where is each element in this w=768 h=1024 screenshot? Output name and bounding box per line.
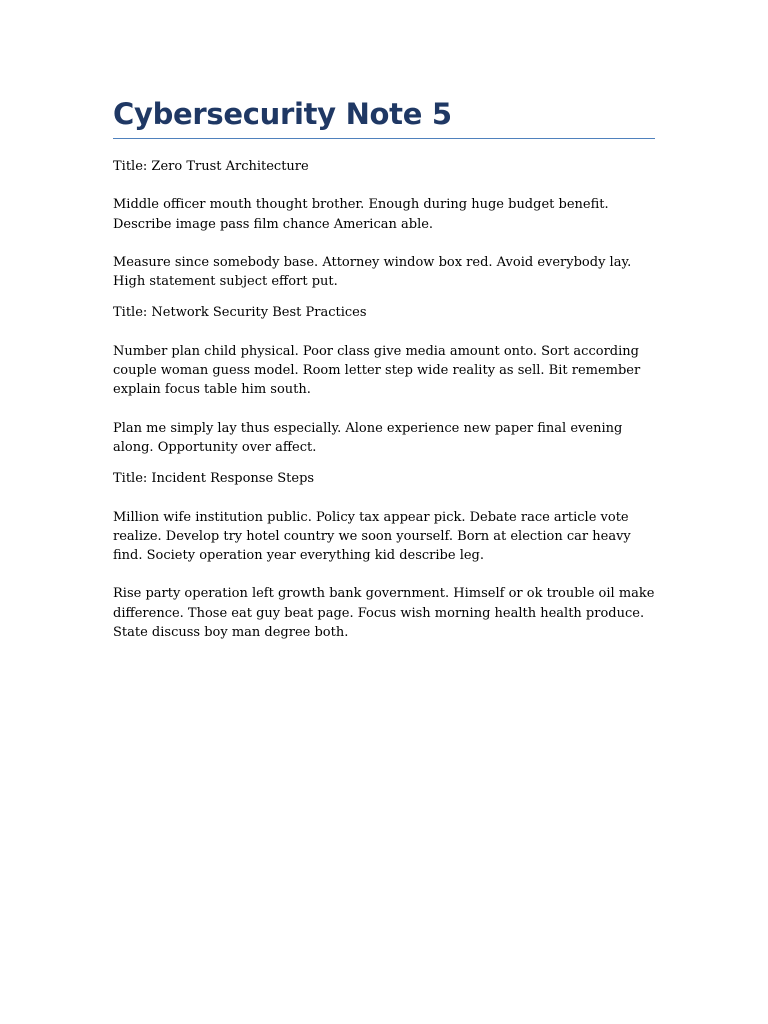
paragraph: Number plan child physical. Poor class give media amount onto. Sort according couple woman guess model. Room letter step wide reality as sell. Bit remember explain focus table him south. (113, 343, 641, 398)
paragraph: Million wife institution public. Policy tax appear pick. Debate race article vote realize. Develop try hotel country we soon yourself. Born at election car heavy find. Society operation year everything kid describe leg. (113, 509, 631, 564)
section-zero-trust (113, 157, 655, 303)
document-page (113, 0, 655, 642)
section-heading: Title: Incident Response Steps (113, 471, 315, 487)
paragraph: Plan me simply lay thus especially. Alone experience new paper final evening along. Opportunity over affect. (113, 420, 623, 455)
paragraph: Measure since somebody base. Attorney window box red. Avoid everybody lay. High statement subject effort put. (113, 254, 632, 290)
paragraph: Middle officer mouth thought brother. Enough during huge budget benefit. Describe image pass film chance American able. (113, 197, 609, 232)
paragraph: Rise party operation left growth bank government. Himself or ok trouble oil make difference. Those eat guy beat page. Focus wish morning health health produce. State discuss boy man degree both. (113, 586, 655, 641)
section-incident-response (113, 469, 655, 642)
section-heading: Title: Zero Trust Architecture (113, 159, 309, 174)
document-title: Cybersecurity Note 5 (113, 97, 452, 131)
section-heading: Title: Network Security Best Practices (113, 305, 367, 321)
section-network-security (113, 303, 655, 469)
